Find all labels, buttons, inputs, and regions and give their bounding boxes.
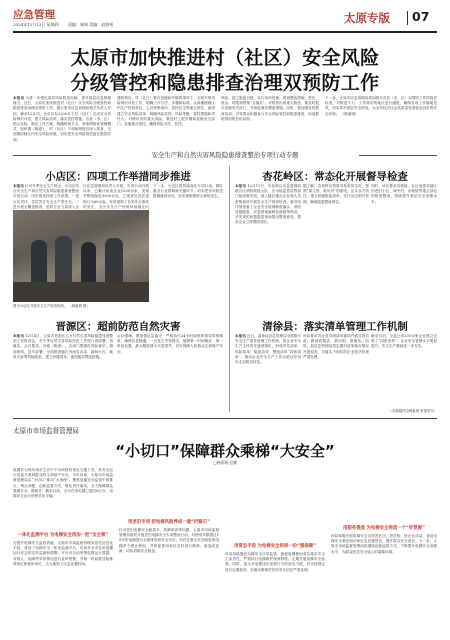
photo-person-2 bbox=[55, 236, 72, 286]
masthead-rule bbox=[13, 31, 437, 33]
xiaodian-text-3: 下一步，小店区将持续深化专项行动，紧盯重点行业领域和关键环节，切实把各项防范措施落到实处，坚决遏制重特大事故发生。 bbox=[153, 184, 223, 199]
xinghualing-dateline: 本报讯 bbox=[235, 184, 247, 188]
xiaodian-headline: 小店区：四项工作举措同步推进 bbox=[45, 171, 191, 183]
service-text: 该局积极开展电梯安全宣传进社区、进学校、进企业活动，普及电梯安全乘坐知识和应急处置常识，提升群众安全意识。下一步，太原市市场监督管理局将继续创新监管方式，不断提升电梯安全治理水平，为群众营造安全放心的乘梯环境。 bbox=[331, 534, 437, 554]
bottom-headline: “小切口”保障群众乘梯“大安全” bbox=[115, 442, 335, 460]
edition-label: 太原专版 bbox=[344, 11, 390, 25]
bottom-section-rule bbox=[13, 418, 437, 419]
qingxu-text-1: 近日，清徐县应急管理局全面推行安全生产清单管理工作机制，将企业安全生产主体责任逐项细化，形成责任清单、风险清单、隐患清单、整改清单“四张清单”，推动企业安全生产工作由被动应付向主动防范转变。 bbox=[235, 334, 301, 365]
bottom-kicker: 太原市市场监督管理局 bbox=[13, 427, 79, 435]
jinyuan-dateline: 本报讯 bbox=[13, 334, 25, 338]
bottom-column-4 bbox=[331, 468, 437, 636]
editor-credits: 责编：秦妍 美编：赵润苑 bbox=[68, 22, 114, 27]
lead-column-4 bbox=[325, 96, 437, 146]
lead-column-2 bbox=[117, 96, 215, 146]
bottom-byline: □韩嘉城 赵鹏 bbox=[213, 460, 237, 465]
jinyuan-headline: 晋源区：超前防范自然灾害 bbox=[55, 321, 181, 333]
qingxu-column-2 bbox=[303, 334, 369, 410]
routine-text: 该局持续强化电梯安全日常监管，督促电梯使用单位落实安全主体责任，严格执行电梯维护保养制度，定期开展电梯安全检查。同时，加大对电梯违法违规行为的查处力度，对未按规定进行定期检验、未落实维保责任的单位依法严肃处理。 bbox=[225, 552, 325, 572]
subhead-service: 用服务提质 为电梯安全再创一个“好氛围” bbox=[343, 526, 425, 531]
jinyuan-text-2: 会议强调，要加强应急值守，严格执行24小时值班和领导带班制度，确保信息畅通，一旦发生突发情况，能够第一时间响应、第一时间处置，最大限度减少灾害损失，切实保障人民群众生命财产安全。 bbox=[117, 334, 223, 354]
lead-text-2: 通知指出，村（社区）要在县级和乡镇的指导下，全面开展风险辨识评估工作，明确工作方法、步骤和标准，认真梳理辖区内生产经营单位、人员密集场所、居民住宅等重点部位，逐项建立安全风险清单，明确风险类别、风险等级、管控措施和责任人。对辨识出的重大风险，要及时上报乡镇和县级有关部门，实施重点管控，确保风险可控、在控。 bbox=[117, 96, 215, 127]
xinghualing-text-2: 据了解，杏花岭区将督导检查常态化，按照“谁主管、谁负责”的原则，压实各方责任，建立问题隐患清单，实行动态销号管理，确保隐患整改到位。 bbox=[303, 184, 369, 204]
xinghualing-column-1 bbox=[235, 184, 301, 312]
photo-machinery bbox=[13, 282, 149, 302]
lead-column-1 bbox=[13, 96, 111, 146]
bottom-column-1 bbox=[13, 468, 113, 636]
section-name: 应急管理 bbox=[13, 9, 55, 21]
jinyuan-text-1: 12月4日，太原市晋源区召开自然灾害风险隐患排查整治工作推进会，对冬季自然灾害风险防范工作进行再部署、再落实。会议要求，各镇（街道）、各部门要强化风险意识，超前研判，及早部署，全面排查辖区内雨雪冰冻、森林火灾、地质灾害等风险隐患，建立问题清单，逐项落实整改措施。 bbox=[13, 334, 113, 359]
photo-caption-text: 图为小店区开展安全生产检查现场。 bbox=[13, 304, 68, 308]
xinghualing-column-3 bbox=[371, 184, 437, 312]
xiaodian-column-3 bbox=[153, 184, 223, 274]
page-reporter-credit: （本版稿件由韩嘉城 张建采写） bbox=[388, 409, 437, 413]
lead-text-4: 下一步，太原市应急管理局将加强对各县（市、区）双预防工作的督导检查，对推进不力、工作滞后的地区进行通报，确保各项工作落地见效，切实筑牢基层安全防线，为全市经济社会高质量发展营造良好的安全环境。 bbox=[325, 96, 437, 116]
subhead-monitoring: 一体化监测平台 为电梯安全再加一把“安全锁” bbox=[17, 533, 109, 538]
banner-rule-right bbox=[359, 155, 437, 156]
bottom-intro: 电梯作为现代城市生活中不可或缺的垂直交通工具，其安全运行直接关系到群众的生命财产安全。今年以来，太原市市场监督管理局以“小切口”推动“大治理”，聚焦电梯安全监管中的难点、堵点问题，创新监管方式，强化责任落实，全力保障群众乘梯安全。据统计，截至目前，全市在用电梯已超过8万台，电梯安全运行形势总体平稳。 bbox=[13, 468, 113, 499]
xiaodian-text-2: 区应急管理局负责人介绍，专项行动开展以来，已累计检查企业1200余家，发现并整改隐患3500余处，立案查处违法违规行为60余起，有效遏制了各类安全事故的发生，全区安全生产形势持续稳定向 bbox=[83, 184, 149, 209]
qingxu-dateline: 本报讯 bbox=[235, 334, 246, 338]
lead-reporter: （韩嘉城） bbox=[340, 111, 359, 116]
monitoring-text: 为提升电梯安全监管效能，太原市市场监督管理局依托信息化手段，建设了电梯安全一体化监测平台，实现对全市在用电梯运行状态的实时监测和预警。平台可自动采集电梯运行数据，对困人、故障等异常情况进行及时报警，并第一时间推送给维保单位和使用单位，大大缩短了应急处置时间。 bbox=[13, 541, 113, 566]
qingxu-column-3 bbox=[371, 334, 437, 410]
bottom-column-3 bbox=[225, 468, 325, 636]
xinghualing-headline: 杏花岭区：常态化开展督导检查 bbox=[262, 171, 408, 183]
column-divider-mid bbox=[229, 316, 230, 412]
xinghualing-column-2 bbox=[303, 184, 369, 312]
bottom-column-2 bbox=[119, 468, 219, 636]
old-elevators-text: 针对老旧电梯安全隐患多、故障率高等问题，太原市市场监督管理局组织开展老旧电梯安全专项整治行动，对使用年限超过15年的电梯进行全面排查和安全评估，对存在重大安全隐患的电梯责令停止使用，并督促使用单位及时进行维修、改造或更新，切实消除安全隐患。 bbox=[119, 528, 219, 553]
masthead-divider bbox=[407, 11, 408, 25]
column-divider-top bbox=[229, 166, 230, 316]
photo-credit: （韩嘉城 摄） bbox=[68, 304, 90, 308]
topic-banner bbox=[13, 150, 437, 160]
photo-person-3 bbox=[81, 242, 96, 286]
xiaodian-dateline: 本报讯 bbox=[13, 184, 24, 188]
banner-text: 安全生产和自然灾害风险隐患排查整治专项行动专题 bbox=[151, 151, 299, 159]
lead-column-3 bbox=[221, 96, 319, 146]
qingxu-text-2: 该局要求各企业对照清单逐项开展自查自改，做到底数清、情况明、措施实。同时，县应急管理局将定期对清单落实情况开展检查，对落实不到位的企业依法依规严肃处理。 bbox=[303, 334, 369, 359]
xinghualing-text-1: 12月11日，杏花岭区应急管理局联合区消防救援大队、区市场监管局等部门组成督导组，深入辖区重点企业和人员密集场所开展安全生产督导检查。督导组详细查看了企业安全管理制度落实、消防设施配备、应急预案编制及演练等情况，对发现的问题隐患现场提出整改意见，要求企业立即整改到位。 bbox=[235, 184, 301, 225]
qingxu-text-3: 截至目前，全县已有230余家企业建立完善了“四张清单”，企业安全管理水平明显提升，安全生产基础进一步夯实。 bbox=[371, 334, 437, 349]
photo-person-1 bbox=[31, 240, 47, 286]
photo-person-4 bbox=[105, 238, 123, 286]
xiaodian-text-1: 针对冬季安全生产特点，小店区结合安全生产和自然灾害风险隐患排查整治专项行动，同步推进四项工作举措。一是压实责任，层层签订安全生产责任书；二是开展全覆盖排查，组织专业力量深入企 bbox=[13, 184, 79, 209]
page-number: 07 bbox=[412, 9, 430, 24]
jinyuan-column-2 bbox=[117, 334, 223, 410]
masthead bbox=[0, 0, 450, 32]
lead-text-3: 风险，建立隐患台账，实行闭环管理，做到整改措施、责任、资金、时限和预案“五落实”。对排查出的重大隐患，要及时报告县级有关部门，并督促落实整改措施。同时，要加强宣传教育培训，引导群众积极参与安全风险管控和隐患排查，形成群防群治的良好局面。 bbox=[221, 96, 319, 121]
lead-dateline: 本报讯 bbox=[13, 96, 25, 100]
inspection-photo bbox=[13, 210, 149, 302]
subhead-old-elevators: 用老旧专项 把电梯风险养成一道“拦路石” bbox=[128, 520, 210, 525]
jinyuan-column-1 bbox=[13, 334, 113, 410]
lead-text-1: 为进一步强化基层风险防范化解，提升基层应急管理能力，近日，太原市加快推进村（社区）安全风险分级管控和隐患排查治理双预防工作。据太原市应急管理局相关负责人介绍，截至12月初，全市共有2200多个村（社区）完成安全风险辨识评估，建立风险清单，落实管控措施。各县（市、区）结合实际，制定工作方案，明确时间节点，采取网格化管理模式，组织镇（街道）、村（社区）干部和网格员深入排查，全面摸清辖区内安全风险底数，切实把安全风险管控挺在隐患前面。 bbox=[13, 96, 111, 142]
lead-headline-line1: 太原市加快推进村（社区）安全风险 bbox=[70, 47, 380, 69]
lead-headline-line2: 分级管控和隐患排查治理双预防工作 bbox=[70, 72, 380, 94]
subhead-routine: 用常态手段 为电梯安全再添一份“强保障” bbox=[234, 544, 316, 549]
qingxu-column-1 bbox=[235, 334, 301, 410]
issue-date: 2024年12月12日 星期四 bbox=[13, 22, 59, 27]
banner-rule-left bbox=[13, 155, 91, 156]
photo-caption bbox=[13, 304, 223, 310]
qingxu-headline: 清徐县：落实清单管理工作机制 bbox=[262, 321, 408, 333]
xinghualing-text-3: 同时，该区要求各街道、社区加强对辖区内老旧小区、城中村、出租屋等重点部位的排查整治，持续提升基层安全治理水平。 bbox=[371, 184, 437, 204]
